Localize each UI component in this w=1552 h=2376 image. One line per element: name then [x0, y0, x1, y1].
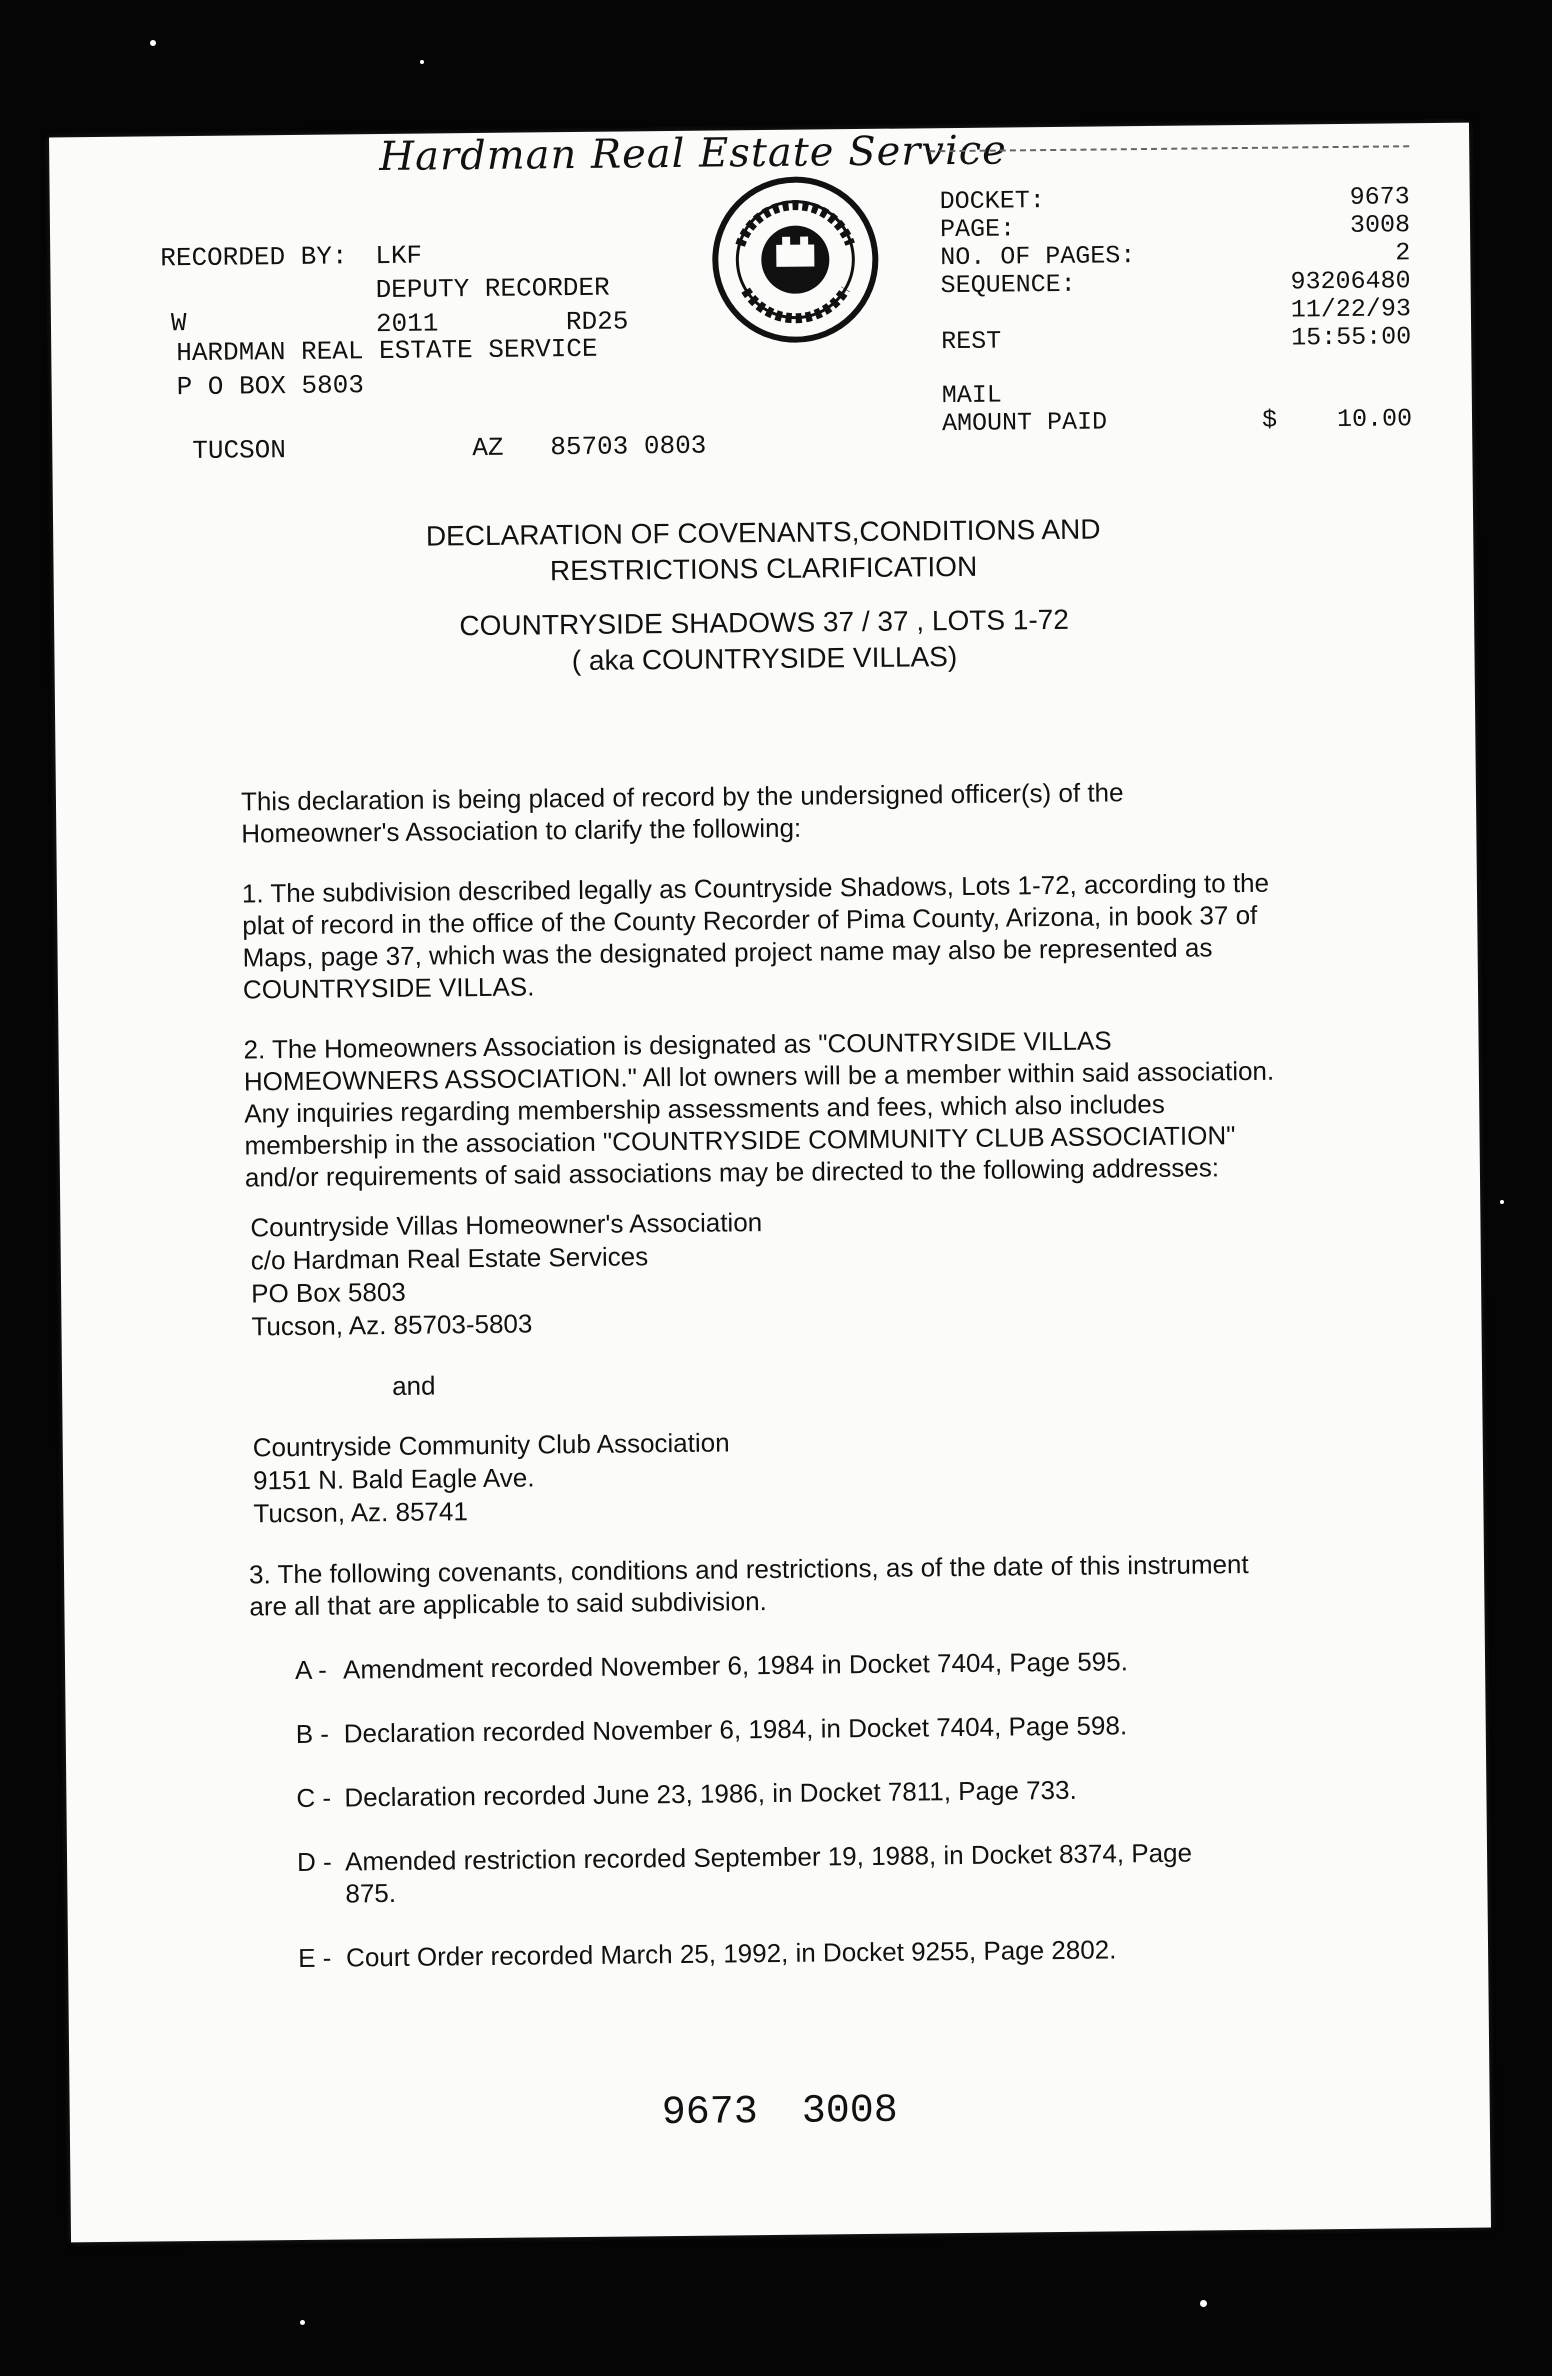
currency-symbol: $	[1261, 405, 1278, 435]
recorder-code2: RD25	[565, 306, 629, 338]
recorded-by-value: LKF	[375, 240, 423, 272]
recorded-by-label: RECORDED BY:	[160, 241, 348, 274]
return-pobox: P O BOX 5803	[176, 370, 365, 403]
address1-line2: c/o Hardman Real Estate Services	[250, 1241, 649, 1276]
title-line2: RESTRICTIONS CLARIFICATION	[549, 550, 978, 587]
mail-label: MAIL	[941, 380, 1002, 411]
amount-label: AMOUNT PAID	[941, 407, 1108, 439]
docket-label: DOCKET:	[939, 186, 1045, 217]
record-time: 15:55:00	[1291, 322, 1412, 353]
list-item-key: D -	[296, 1846, 332, 1877]
sequence-label: SEQUENCE:	[940, 269, 1076, 301]
address2-line1: Countryside Community Club Association	[252, 1427, 730, 1463]
address1-line1: Countryside Villas Homeowner's Association	[250, 1207, 763, 1243]
list-item-text: Court Order recorded March 25, 1992, in Docket 9255, Page 2802.	[345, 1934, 1117, 1973]
subtitle-line1: COUNTRYSIDE SHADOWS 37 / 37 , LOTS 1-72	[459, 603, 1070, 642]
intro-paragraph: This declaration is being placed of record by the undersigned officer(s) of the Homeowner's Association to clarify the following:	[240, 777, 1124, 849]
list-item-key: A -	[294, 1654, 328, 1685]
page-label: PAGE:	[939, 214, 1016, 245]
docket-value: 9673	[1349, 182, 1410, 212]
recorded-by-block	[160, 236, 628, 343]
address2-line3: Tucson, Az. 85741	[253, 1496, 468, 1529]
restrictions-list	[295, 1644, 1293, 1974]
pages-label: NO. OF PAGES:	[940, 241, 1136, 273]
list-item	[296, 1772, 1291, 1814]
sequence-value: 93206480	[1290, 266, 1411, 297]
county-seal-icon	[709, 174, 881, 346]
list-item-key: B -	[295, 1718, 330, 1749]
list-item	[296, 1708, 1291, 1750]
record-date: 11/22/93	[1290, 294, 1412, 325]
recorder-role: DEPUTY RECORDER	[375, 272, 610, 306]
list-item-key: C -	[296, 1782, 332, 1813]
document-page	[49, 123, 1491, 2243]
list-item-text: Amended restriction recorded September 19, 1988, in Docket 8374, Page 875.	[344, 1837, 1193, 1909]
docket-block	[940, 183, 1413, 438]
list-item	[295, 1644, 1290, 1686]
list-item-key: E -	[297, 1942, 332, 1973]
paragraph-2: 2. The Homeowners Association is designated as "COUNTRYSIDE VILLAS HOMEOWNERS ASSOCIATION." All lot owners will be a member within said association. Any inquiries regarding membership assessments and fees, which also includes membership in the association "COUNTRYSIDE COMMUNITY CLUB ASSOCIATION" and/or requirements of said associations may be directed to the following addresses:	[243, 1025, 1275, 1193]
document-subtitle	[54, 598, 1475, 685]
list-item	[298, 1932, 1293, 1974]
amount-value: 10.00	[1336, 404, 1413, 435]
address-block-2	[253, 1421, 1289, 1531]
handwritten-note: Hardman Real Estate Service	[378, 127, 1008, 181]
paragraph-1: 1. The subdivision described legally as Countryside Shadows, Lots 1-72, according to the plat of record in the office of the County Recorder of Pima County, Arizona, in book 37 of Maps, page 37, which was the designated project name may also be represented as COUNTRYSIDE VILLAS.	[241, 867, 1270, 1005]
address1-line4: Tucson, Az. 85703-5803	[251, 1308, 533, 1342]
return-city: TUCSON	[192, 435, 287, 467]
recorder-code1: 2011	[375, 308, 439, 340]
list-item-text: Amendment recorded November 6, 1984 in Docket 7404, Page 595.	[342, 1646, 1129, 1685]
page-value: 3008	[1349, 210, 1411, 240]
w-mark: W	[170, 308, 187, 339]
footer-docket: 9673	[661, 2090, 758, 2137]
document-title	[53, 508, 1474, 595]
return-name: HARDMAN REAL ESTATE SERVICE	[176, 333, 598, 369]
document-body	[241, 775, 1294, 2007]
address-block-1	[250, 1201, 1286, 1344]
list-item-text: Declaration recorded November 6, 1984, in Docket 7404, Page 598.	[343, 1710, 1128, 1749]
subtitle-line2: ( aka COUNTRYSIDE VILLAS)	[571, 641, 958, 677]
and-text: and	[391, 1370, 436, 1401]
list-item-text: Declaration recorded June 23, 1986, in Docket 7811, Page 733.	[344, 1774, 1077, 1813]
rest-label: REST	[941, 326, 1002, 357]
pages-value: 2	[1395, 238, 1411, 268]
paragraph-3: 3. The following covenants, conditions and restrictions, as of the date of this instrument are all that are applicable to said subdivision.	[248, 1549, 1249, 1622]
list-item	[297, 1836, 1293, 1910]
address1-line3: PO Box 5803	[250, 1276, 406, 1309]
return-city-line	[192, 431, 706, 466]
footer-page: 3008	[801, 2088, 898, 2135]
address2-line2: 9151 N. Bald Eagle Ave.	[252, 1462, 535, 1496]
title-line1: DECLARATION OF COVENANTS,CONDITIONS AND	[425, 513, 1101, 552]
return-state-zip: AZ 85703 0803	[472, 430, 707, 464]
footer-docket-page	[70, 2083, 1490, 2143]
